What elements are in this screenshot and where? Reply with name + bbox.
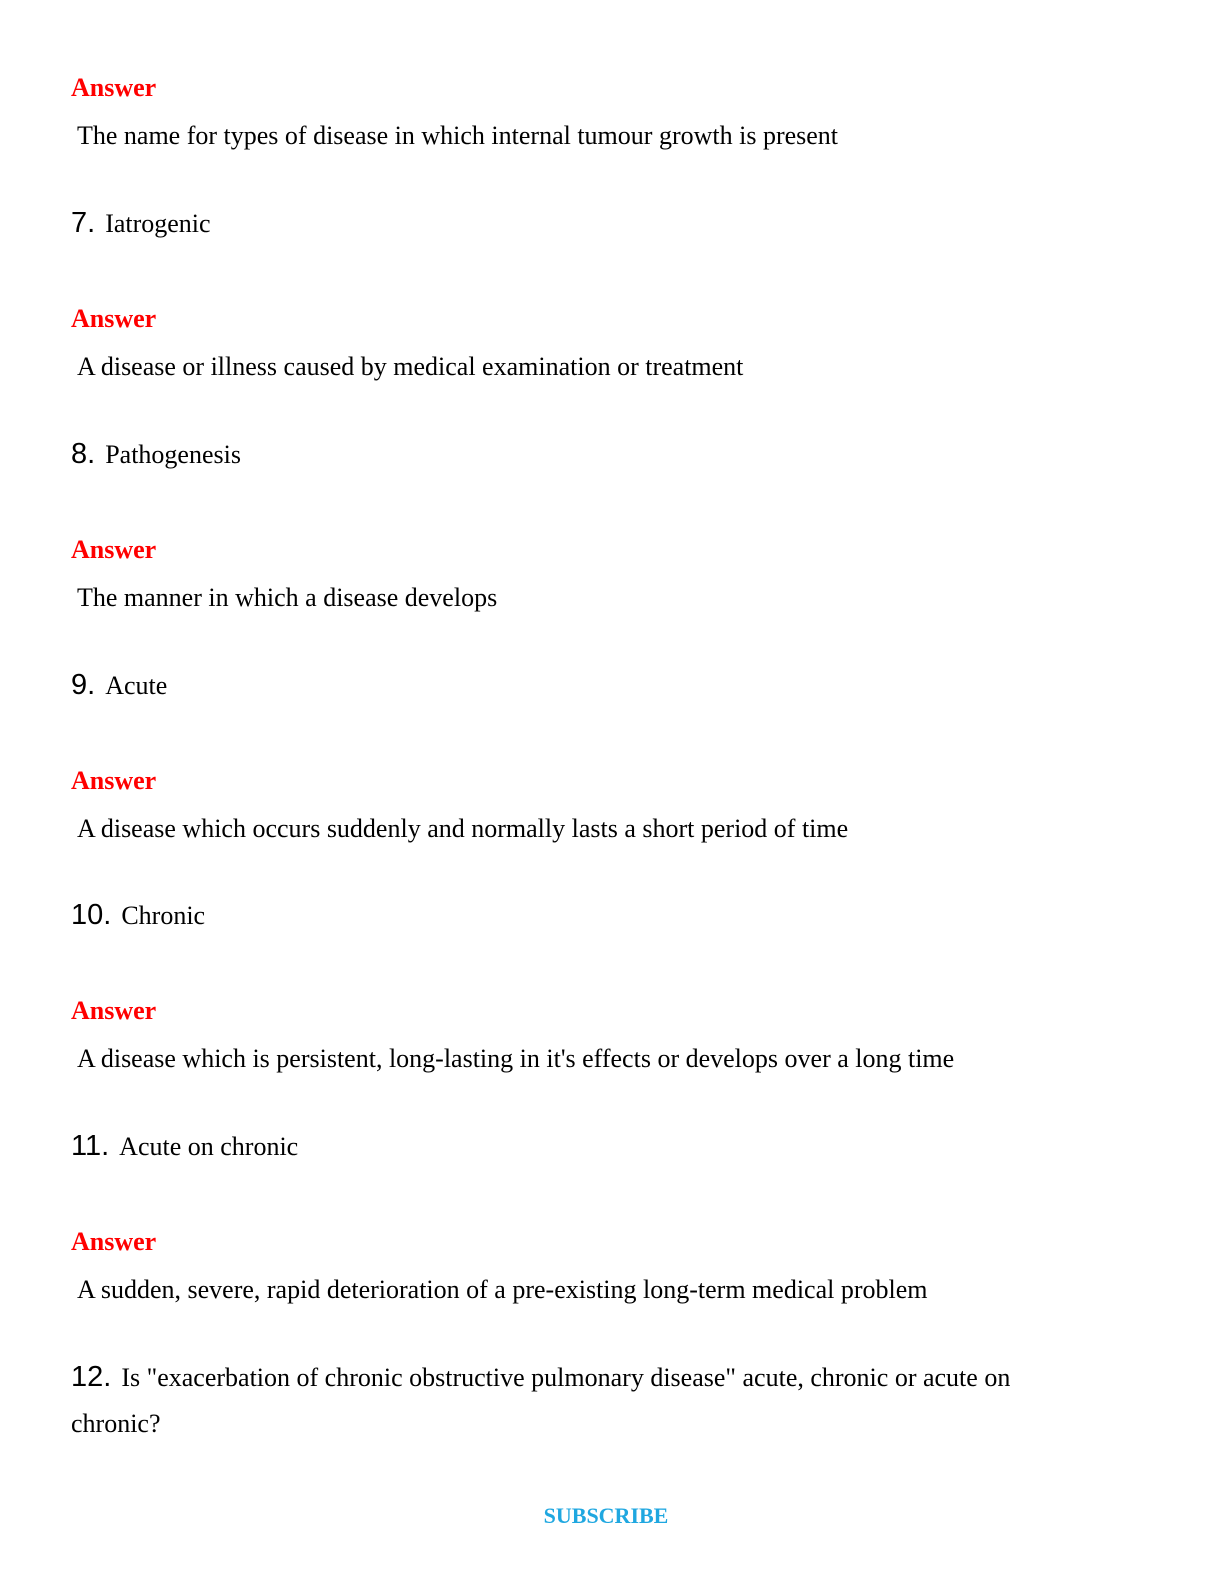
question-text: Chronic [121, 901, 206, 930]
question-number: 7. [71, 207, 96, 239]
answer-label: Answer [71, 73, 157, 102]
answer-text: The name for types of disease in which internal tumour growth is present [77, 121, 839, 150]
question-item [71, 1354, 1081, 1447]
answer-text: A disease which is persistent, long-lasting in it's effects or develops over a long time [77, 1044, 955, 1073]
question-text: Pathogenesis [105, 440, 241, 469]
question-item [71, 431, 1081, 478]
question-item [71, 1123, 1081, 1170]
answer-label: Answer [71, 535, 157, 564]
answer-label: Answer [71, 996, 157, 1025]
question-text: Is "exacerbation of chronic obstructive pulmonary disease" acute, chronic or acute on chronic? [71, 1363, 1011, 1438]
answer-text: A sudden, severe, rapid deterioration of a pre-existing long-term medical problem [77, 1275, 928, 1304]
question-text: Acute on chronic [119, 1132, 299, 1161]
answer-label: Answer [71, 304, 157, 333]
question-number: 9. [71, 669, 96, 701]
answer-label: Answer [71, 1227, 157, 1256]
question-number: 12. [71, 1361, 112, 1393]
question-text: Acute [105, 671, 168, 700]
answer-text: The manner in which a disease develops [77, 583, 498, 612]
question-number: 8. [71, 438, 96, 470]
question-item [71, 892, 1081, 939]
question-number: 10. [71, 899, 112, 931]
question-text: Iatrogenic [105, 209, 211, 238]
answer-text: A disease or illness caused by medical examination or treatment [77, 352, 744, 381]
answer-label: Answer [71, 766, 157, 795]
subscribe-link[interactable]: SUBSCRIBE [543, 1503, 669, 1528]
question-item [71, 200, 1081, 247]
question-item [71, 662, 1081, 709]
answer-text: A disease which occurs suddenly and normally lasts a short period of time [77, 814, 849, 843]
question-number: 11. [71, 1130, 110, 1162]
